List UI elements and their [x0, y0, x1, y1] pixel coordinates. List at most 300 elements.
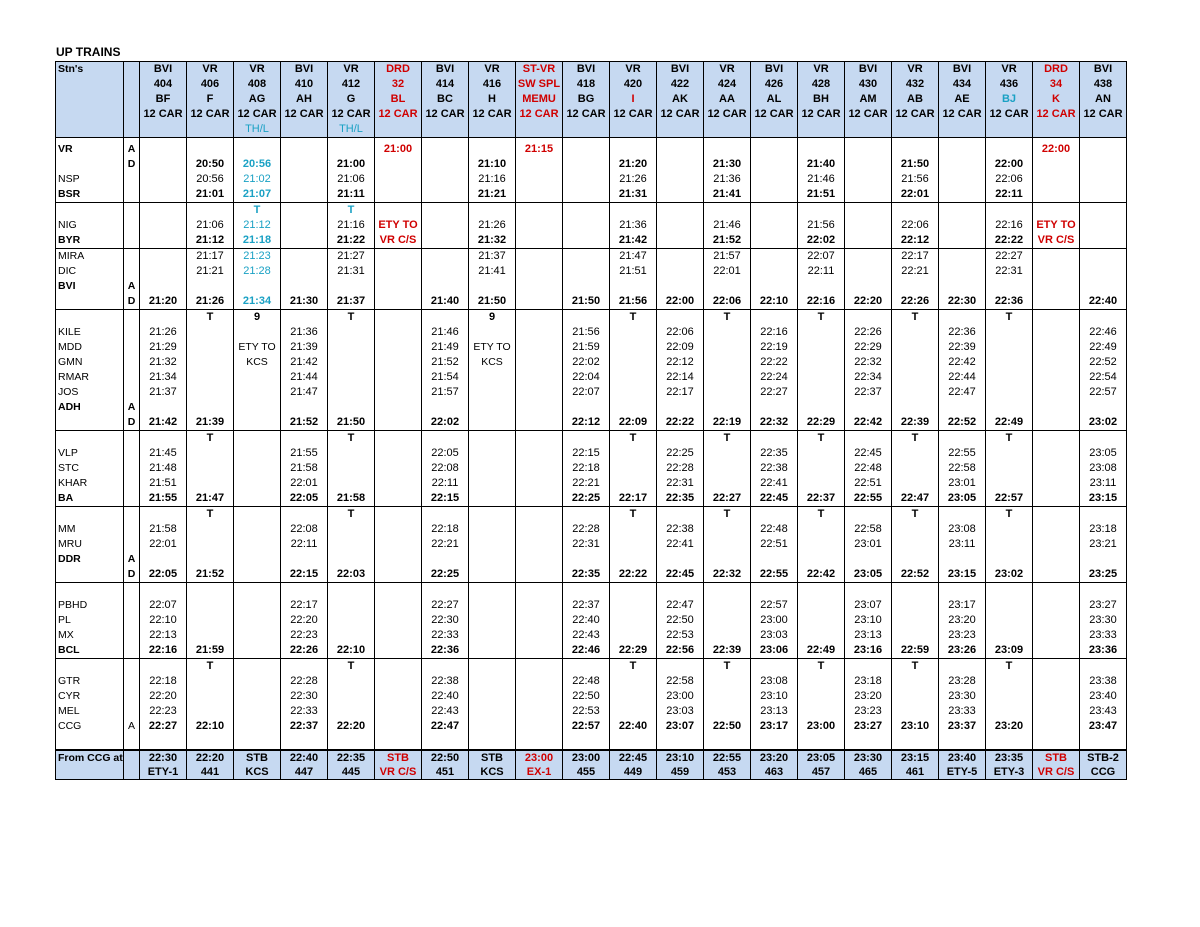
header-cell: VR: [986, 62, 1033, 78]
arr-dep-marker: [124, 325, 140, 340]
time-cell: 23:20: [986, 719, 1033, 734]
header-stn-cell: [56, 77, 124, 92]
time-cell: [939, 507, 986, 523]
time-cell: 22:36: [939, 325, 986, 340]
time-cell: 22:17: [281, 598, 328, 613]
table-row: [56, 719, 1127, 734]
time-cell: 21:51: [798, 187, 845, 203]
time-cell: 21:52: [704, 233, 751, 249]
time-cell: [657, 249, 704, 265]
time-cell: [939, 279, 986, 294]
arr-dep-marker: [124, 689, 140, 704]
time-cell: 23:18: [845, 674, 892, 689]
time-cell: [751, 218, 798, 233]
time-cell: 23:40: [1080, 689, 1127, 704]
footer-cell: STB-2: [1080, 750, 1127, 765]
time-cell: [516, 719, 563, 734]
time-cell: 23:11: [1080, 476, 1127, 491]
arr-dep-marker: [124, 431, 140, 447]
time-cell: [1033, 567, 1080, 583]
time-cell: [422, 310, 469, 326]
time-cell: [657, 583, 704, 599]
header-cell: VR: [798, 62, 845, 78]
time-cell: [1033, 385, 1080, 400]
time-cell: [234, 537, 281, 552]
table-row: [56, 689, 1127, 704]
table-row: [56, 325, 1127, 340]
time-cell: [610, 583, 657, 599]
time-cell: [657, 552, 704, 567]
time-cell: [939, 142, 986, 157]
arr-dep-marker: [124, 537, 140, 552]
footer-cell: 23:20: [751, 750, 798, 765]
time-cell: 22:33: [422, 628, 469, 643]
time-cell: 22:25: [422, 567, 469, 583]
time-cell: [704, 689, 751, 704]
header-cell: AK: [657, 92, 704, 107]
header-cell: [281, 122, 328, 138]
table-row: [56, 704, 1127, 719]
time-cell: [610, 674, 657, 689]
time-cell: 21:40: [798, 157, 845, 172]
time-cell: 21:18: [234, 233, 281, 249]
time-cell: 21:21: [469, 187, 516, 203]
time-cell: [140, 233, 187, 249]
time-cell: [187, 704, 234, 719]
time-cell: [798, 537, 845, 552]
time-cell: T: [986, 659, 1033, 675]
time-cell: [140, 142, 187, 157]
time-cell: ETY TO: [375, 218, 422, 233]
time-cell: 22:23: [140, 704, 187, 719]
time-cell: [234, 734, 281, 750]
header-cell: H: [469, 92, 516, 107]
time-cell: [986, 598, 1033, 613]
time-cell: [704, 704, 751, 719]
header-cell: [751, 122, 798, 138]
time-cell: T: [234, 203, 281, 219]
time-cell: 22:54: [1080, 370, 1127, 385]
time-cell: T: [892, 431, 939, 447]
time-cell: [986, 142, 1033, 157]
header-cell: [704, 122, 751, 138]
time-cell: 21:32: [469, 233, 516, 249]
time-cell: [798, 279, 845, 294]
station-name: [56, 294, 124, 310]
time-cell: 21:20: [610, 157, 657, 172]
time-cell: [328, 385, 375, 400]
footer-cell: STB: [1033, 750, 1080, 765]
time-cell: [1080, 552, 1127, 567]
header-cell: I: [610, 92, 657, 107]
time-cell: 23:33: [939, 704, 986, 719]
header-cell: AH: [281, 92, 328, 107]
time-cell: [1033, 157, 1080, 172]
time-cell: [281, 264, 328, 279]
time-cell: [751, 431, 798, 447]
time-cell: [798, 203, 845, 219]
time-cell: [1033, 310, 1080, 326]
table-row: [56, 172, 1127, 187]
time-cell: [469, 719, 516, 734]
time-cell: [375, 370, 422, 385]
footer-cell: 22:35: [328, 750, 375, 765]
time-cell: [375, 552, 422, 567]
time-cell: [610, 461, 657, 476]
time-cell: 22:17: [657, 385, 704, 400]
time-cell: [1080, 203, 1127, 219]
time-cell: [187, 628, 234, 643]
header-cell: BVI: [751, 62, 798, 78]
header-cell: 12 CAR: [328, 107, 375, 122]
header-cell: BF: [140, 92, 187, 107]
time-cell: 22:35: [563, 567, 610, 583]
time-cell: [1033, 643, 1080, 659]
time-cell: 22:11: [798, 264, 845, 279]
time-cell: [328, 279, 375, 294]
time-cell: [469, 491, 516, 507]
time-cell: [657, 218, 704, 233]
time-cell: [422, 218, 469, 233]
time-cell: 22:02: [563, 355, 610, 370]
time-cell: 23:38: [1080, 674, 1127, 689]
time-cell: [140, 552, 187, 567]
time-cell: [657, 187, 704, 203]
time-cell: [1033, 355, 1080, 370]
time-cell: [516, 340, 563, 355]
time-cell: 21:37: [328, 294, 375, 310]
time-cell: 22:22: [751, 355, 798, 370]
time-cell: [187, 370, 234, 385]
arr-dep-marker: A: [124, 142, 140, 157]
time-cell: 22:07: [563, 385, 610, 400]
header-cell: [563, 122, 610, 138]
header-cell: 12 CAR: [469, 107, 516, 122]
station-name: PL: [56, 613, 124, 628]
time-cell: 21:12: [187, 233, 234, 249]
header-cell: SW SPL: [516, 77, 563, 92]
header-stn-cell: Stn's: [56, 62, 124, 78]
time-cell: [939, 218, 986, 233]
time-cell: [610, 340, 657, 355]
time-cell: 21:56: [892, 172, 939, 187]
header-cell: MEMU: [516, 92, 563, 107]
time-cell: [328, 325, 375, 340]
header-cell: BVI: [657, 62, 704, 78]
time-cell: [939, 400, 986, 415]
time-cell: [1080, 734, 1127, 750]
time-cell: 22:15: [281, 567, 328, 583]
time-cell: [140, 431, 187, 447]
header-cell: VR: [469, 62, 516, 78]
time-cell: T: [704, 659, 751, 675]
time-cell: 23:00: [751, 613, 798, 628]
time-cell: [892, 279, 939, 294]
time-cell: [798, 734, 845, 750]
time-cell: 23:03: [657, 704, 704, 719]
time-cell: [516, 522, 563, 537]
time-cell: [140, 507, 187, 523]
time-cell: [516, 157, 563, 172]
header-cell: [1033, 122, 1080, 138]
header-cell: 12 CAR: [187, 107, 234, 122]
time-cell: [892, 583, 939, 599]
time-cell: 21:52: [281, 415, 328, 431]
time-cell: [798, 583, 845, 599]
time-cell: [281, 249, 328, 265]
time-cell: [516, 704, 563, 719]
table-row: [56, 446, 1127, 461]
time-cell: [986, 537, 1033, 552]
time-cell: [140, 279, 187, 294]
time-cell: [469, 142, 516, 157]
time-cell: 23:30: [939, 689, 986, 704]
arr-dep-marker: [124, 233, 140, 249]
footer-cell: 453: [704, 765, 751, 780]
time-cell: [375, 446, 422, 461]
time-cell: 22:29: [845, 340, 892, 355]
time-cell: [375, 340, 422, 355]
time-cell: [375, 415, 422, 431]
header-cell: 12 CAR: [610, 107, 657, 122]
time-cell: 22:42: [798, 567, 845, 583]
time-cell: T: [187, 310, 234, 326]
time-cell: [469, 279, 516, 294]
header-cell: [469, 122, 516, 138]
time-cell: [422, 583, 469, 599]
time-cell: 22:41: [751, 476, 798, 491]
time-cell: 22:55: [939, 446, 986, 461]
time-cell: 23:01: [845, 537, 892, 552]
station-name: GMN: [56, 355, 124, 370]
time-cell: [986, 370, 1033, 385]
header-cell: 412: [328, 77, 375, 92]
time-cell: 22:30: [281, 689, 328, 704]
footer-cell: VR C/S: [1033, 765, 1080, 780]
time-cell: [422, 400, 469, 415]
arr-dep-marker: [124, 704, 140, 719]
time-cell: [892, 613, 939, 628]
time-cell: 22:27: [751, 385, 798, 400]
header-cell: TH/L: [328, 122, 375, 138]
station-name: KILE: [56, 325, 124, 340]
footer-cell: 445: [328, 765, 375, 780]
time-cell: [422, 279, 469, 294]
footer-cell: 441: [187, 765, 234, 780]
time-cell: [469, 431, 516, 447]
time-cell: 21:45: [140, 446, 187, 461]
time-cell: [845, 507, 892, 523]
table-row: [56, 310, 1127, 326]
time-cell: 22:11: [422, 476, 469, 491]
time-cell: 23:09: [986, 643, 1033, 659]
time-cell: 22:13: [140, 628, 187, 643]
header-cell: 12 CAR: [140, 107, 187, 122]
time-cell: [798, 340, 845, 355]
header-cell: BVI: [939, 62, 986, 78]
time-cell: 21:26: [610, 172, 657, 187]
time-cell: [375, 719, 422, 734]
time-cell: [469, 583, 516, 599]
time-cell: 23:10: [845, 613, 892, 628]
time-cell: 22:11: [281, 537, 328, 552]
time-cell: 23:07: [845, 598, 892, 613]
time-cell: 21:32: [140, 355, 187, 370]
time-cell: 23:20: [939, 613, 986, 628]
time-cell: ETY TO: [1033, 218, 1080, 233]
time-cell: [751, 279, 798, 294]
time-cell: [1033, 476, 1080, 491]
station-name: MEL: [56, 704, 124, 719]
timetable: [55, 61, 1127, 780]
time-cell: [798, 370, 845, 385]
footer-cell: ETY-5: [939, 765, 986, 780]
header-cell: BVI: [845, 62, 892, 78]
header-cell: 12 CAR: [939, 107, 986, 122]
arr-dep-marker: A: [124, 279, 140, 294]
time-cell: [328, 537, 375, 552]
time-cell: 21:55: [281, 446, 328, 461]
time-cell: 21:57: [704, 249, 751, 265]
time-cell: 22:55: [845, 491, 892, 507]
table-row: [56, 659, 1127, 675]
time-cell: 22:48: [845, 461, 892, 476]
header-cell: VR: [892, 62, 939, 78]
station-name: [56, 415, 124, 431]
header-cell: 418: [563, 77, 610, 92]
time-cell: [1033, 325, 1080, 340]
time-cell: [187, 674, 234, 689]
time-cell: 22:05: [422, 446, 469, 461]
time-cell: 22:46: [563, 643, 610, 659]
time-cell: 22:26: [281, 643, 328, 659]
time-cell: [234, 689, 281, 704]
time-cell: 22:10: [140, 613, 187, 628]
time-cell: 22:02: [798, 233, 845, 249]
footer-cell: STB: [469, 750, 516, 765]
time-cell: [328, 400, 375, 415]
time-cell: [1033, 172, 1080, 187]
time-cell: 22:00: [1033, 142, 1080, 157]
time-cell: 21:42: [281, 355, 328, 370]
header-cell: F: [187, 92, 234, 107]
time-cell: [939, 310, 986, 326]
time-cell: 21:27: [328, 249, 375, 265]
time-cell: 22:00: [657, 294, 704, 310]
arr-dep-marker: [124, 659, 140, 675]
footer-ad-cell: [124, 765, 140, 780]
time-cell: [375, 734, 422, 750]
time-cell: T: [892, 659, 939, 675]
table-row: [56, 628, 1127, 643]
header-cell: [140, 122, 187, 138]
time-cell: VR C/S: [1033, 233, 1080, 249]
table-row: [56, 734, 1127, 750]
time-cell: [422, 157, 469, 172]
time-cell: [328, 598, 375, 613]
time-cell: [610, 628, 657, 643]
header-stn-cell: [56, 92, 124, 107]
time-cell: 23:37: [939, 719, 986, 734]
footer-cell: EX-1: [516, 765, 563, 780]
time-cell: [1080, 400, 1127, 415]
time-cell: [798, 613, 845, 628]
time-cell: [375, 476, 422, 491]
time-cell: [375, 157, 422, 172]
time-cell: 22:22: [610, 567, 657, 583]
time-cell: [375, 431, 422, 447]
time-cell: T: [892, 310, 939, 326]
arr-dep-marker: [124, 598, 140, 613]
time-cell: [610, 400, 657, 415]
header-cell: BVI: [1080, 62, 1127, 78]
time-cell: [657, 264, 704, 279]
time-cell: 21:39: [187, 415, 234, 431]
time-cell: 22:12: [657, 355, 704, 370]
station-name: [56, 431, 124, 447]
time-cell: 22:44: [939, 370, 986, 385]
time-cell: 22:49: [986, 415, 1033, 431]
table-row: [56, 674, 1127, 689]
time-cell: [986, 461, 1033, 476]
time-cell: [563, 583, 610, 599]
station-name: BSR: [56, 187, 124, 203]
footer-cell: 447: [281, 765, 328, 780]
time-cell: 22:38: [751, 461, 798, 476]
station-name: [56, 507, 124, 523]
time-cell: 21:36: [610, 218, 657, 233]
time-cell: T: [187, 507, 234, 523]
time-cell: 9: [469, 310, 516, 326]
time-cell: [1080, 431, 1127, 447]
time-cell: [140, 203, 187, 219]
time-cell: [422, 264, 469, 279]
time-cell: 21:42: [610, 233, 657, 249]
footer-cell: STB: [234, 750, 281, 765]
time-cell: [1080, 264, 1127, 279]
time-cell: [986, 689, 1033, 704]
time-cell: [281, 233, 328, 249]
time-cell: [281, 142, 328, 157]
time-cell: [751, 507, 798, 523]
time-cell: [1080, 659, 1127, 675]
time-cell: [1033, 431, 1080, 447]
time-cell: 22:59: [892, 643, 939, 659]
station-name: CYR: [56, 689, 124, 704]
time-cell: [798, 628, 845, 643]
arr-dep-marker: [124, 187, 140, 203]
time-cell: T: [798, 507, 845, 523]
time-cell: 21:47: [187, 491, 234, 507]
time-cell: [281, 310, 328, 326]
time-cell: [892, 598, 939, 613]
header-cell: 406: [187, 77, 234, 92]
time-cell: 22:18: [140, 674, 187, 689]
table-row: [56, 385, 1127, 400]
time-cell: [234, 719, 281, 734]
station-name: ADH: [56, 400, 124, 415]
time-cell: [516, 233, 563, 249]
time-cell: ETY TO: [234, 340, 281, 355]
table-row: [56, 218, 1127, 233]
time-cell: 22:51: [751, 537, 798, 552]
time-cell: [751, 734, 798, 750]
time-cell: [328, 461, 375, 476]
time-cell: [516, 461, 563, 476]
station-name: GTR: [56, 674, 124, 689]
time-cell: 21:16: [328, 218, 375, 233]
header-cell: 434: [939, 77, 986, 92]
